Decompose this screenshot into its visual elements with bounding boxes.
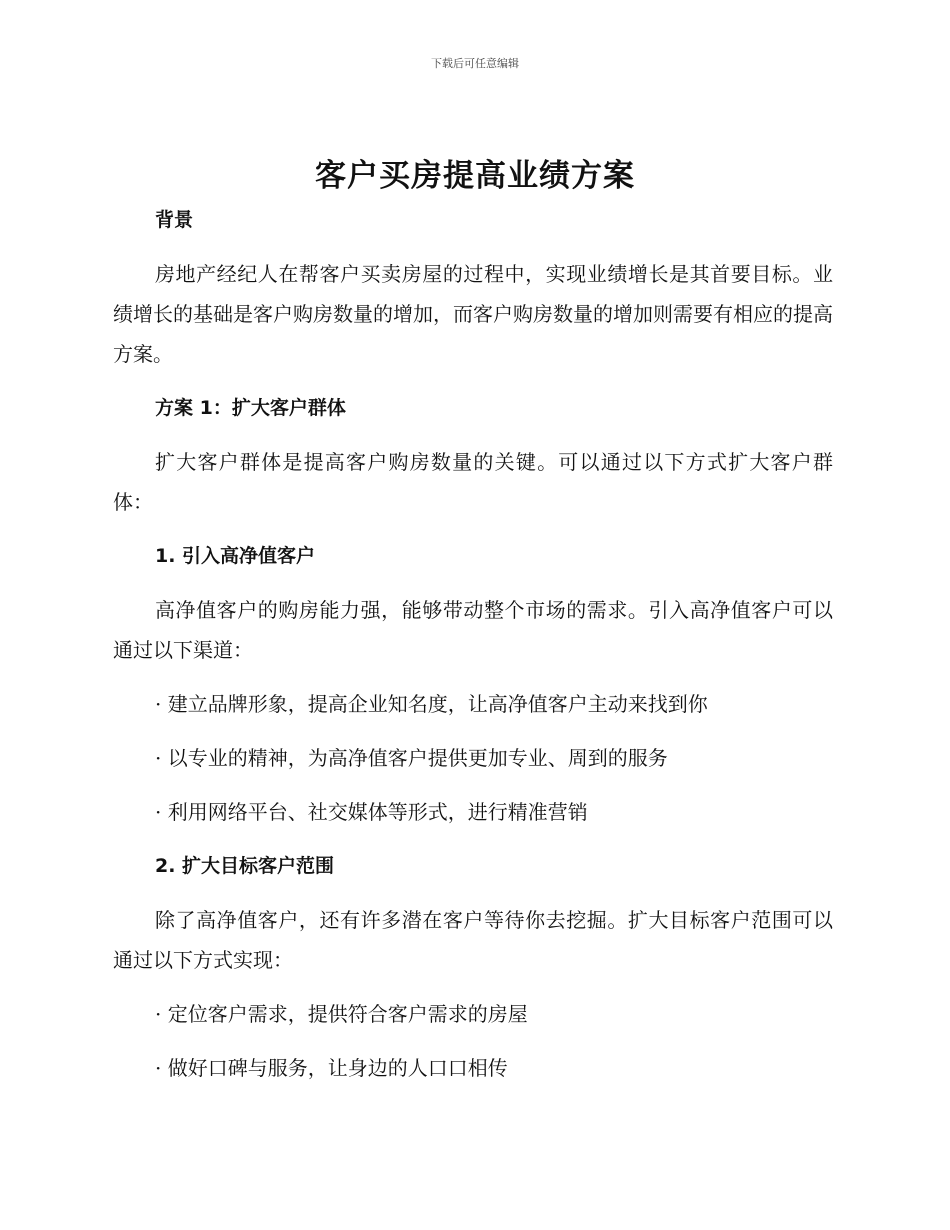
section-heading-background: 背景 — [155, 209, 194, 231]
list-item: · 建立品牌形象，提高企业知名度，让高净值客户主动来找到你 — [155, 692, 708, 716]
list-item: · 以专业的精神，为高净值客户提供更加专业、周到的服务 — [155, 746, 668, 770]
list-item: · 定位客户需求，提供符合客户需求的房屋 — [155, 1002, 528, 1026]
paragraph-sub1: 高净值客户的购房能力强，能够带动整个市场的需求。引入高净值客户可以通过以下渠道： — [113, 598, 833, 662]
paragraph-sub2: 除了高净值客户，还有许多潜在客户等待你去挖掘。扩大目标客户范围可以通过以下方式实现： — [113, 908, 833, 972]
header-note: 下载后可任意编辑 — [431, 57, 519, 70]
paragraph-background: 房地产经纪人在帮客户买卖房屋的过程中，实现业绩增长是其首要目标。业绩增长的基础是客户购房数量的增加，而客户购房数量的增加则需要有相应的提高方案。 — [113, 262, 833, 366]
list-item: · 利用网络平台、社交媒体等形式，进行精准营销 — [155, 800, 588, 824]
document-body — [113, 200, 833, 1088]
list-item: · 做好口碑与服务，让身边的人口口相传 — [155, 1056, 508, 1080]
section-heading-plan1: 方案 1：扩大客户群体 — [155, 397, 346, 419]
document-title: 客户买房提高业绩方案 — [315, 158, 635, 194]
subsection-heading-1: 1. 引入高净值客户 — [155, 545, 316, 567]
subsection-heading-2: 2. 扩大目标客户范围 — [155, 855, 335, 877]
paragraph-plan1: 扩大客户群体是提高客户购房数量的关键。可以通过以下方式扩大客户群体： — [113, 450, 833, 514]
